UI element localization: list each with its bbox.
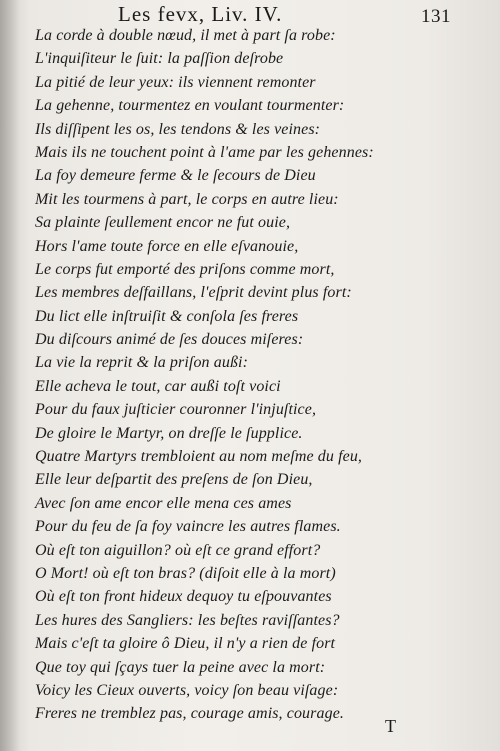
verse-line: Pour du faux juſticier couronner l'injuſtice, bbox=[35, 401, 317, 419]
verse-line: Mais c'eſt ta gloire ô Dieu, il n'y a rien de fort bbox=[35, 635, 336, 653]
verse-line: De gloire le Martyr, on dreſſe le ſupplice. bbox=[35, 424, 303, 442]
verse-line: Du diſcours animé de ſes douces miſeres: bbox=[35, 331, 304, 349]
catchword: T bbox=[385, 716, 396, 736]
verse-line: La pitié de leur yeux: ils viennent remonter bbox=[35, 73, 316, 91]
verse-line: Les membres deſfaillans, l'eſprit devint plus fort: bbox=[35, 284, 352, 302]
verse-line: Que toy qui ſçays tuer la peine avec la mort: bbox=[35, 658, 326, 676]
verse-line: Où eſt ton aiguillon? où eſt ce grand effort? bbox=[35, 541, 321, 559]
verse-line: La foy demeure ferme & le ſecours de Dieu bbox=[35, 167, 316, 185]
verse-line: Les hures des Sangliers: les beſtes raviſſantes? bbox=[35, 611, 340, 629]
verse-line: Pour du feu de ſa foy vaincre les autres flames. bbox=[35, 518, 341, 536]
running-header: Les fevx, Liv. IV. bbox=[118, 2, 283, 26]
verse-line: Sa plainte ſeullement encor ne fut ouie, bbox=[35, 214, 291, 232]
verse-line: Elle leur deſpartit des preſens de ſon Dieu, bbox=[35, 471, 313, 489]
verse-line: La gehenne, tourmentez en voulant tourmenter: bbox=[35, 97, 345, 115]
page-number: 131 bbox=[421, 6, 451, 27]
verse-line: L'inquiſiteur le ſuit: la paſſion deſrobe bbox=[35, 50, 284, 68]
verse-line: O Mort! où eſt ton bras? (diſoit elle à la mort) bbox=[35, 564, 336, 582]
verse-line: Elle acheva le tout, car außi toſt voici bbox=[35, 377, 281, 395]
verse-line: Hors l'ame toute force en elle eſvanouie, bbox=[35, 237, 299, 255]
verse-line: Ils diſſipent les os, les tendons & les veines: bbox=[35, 120, 321, 138]
verse-line: Voicy les Cieux ouverts, voicy ſon beau viſage: bbox=[35, 681, 339, 699]
verse-line: Où eſt ton front hideux dequoy tu eſpouvantes bbox=[35, 588, 332, 606]
poem-body bbox=[35, 24, 380, 726]
verse-line: Avec ſon ame encor elle mena ces ames bbox=[35, 494, 292, 512]
verse-line: Freres ne tremblez pas, courage amis, courage. bbox=[35, 705, 344, 723]
verse-line: La corde à double nœud, il met à part ſa robe: bbox=[35, 27, 336, 44]
verse-line: Du lict elle inſtruiſit & conſola ſes freres bbox=[35, 307, 299, 325]
verse-line: Mais ils ne touchent point à l'ame par les gehennes: bbox=[35, 143, 374, 161]
verse-line: Mit les tourmens à part, le corps en autre lieu: bbox=[35, 190, 339, 208]
gutter-shadow bbox=[0, 0, 20, 751]
verse-line: Quatre Martyrs trembloient au nom meſme du feu, bbox=[35, 448, 363, 466]
verse-line: Le corps fut emporté des priſons comme mort, bbox=[35, 260, 335, 278]
verse-line: La vie la reprit & la priſon außi: bbox=[35, 354, 249, 372]
